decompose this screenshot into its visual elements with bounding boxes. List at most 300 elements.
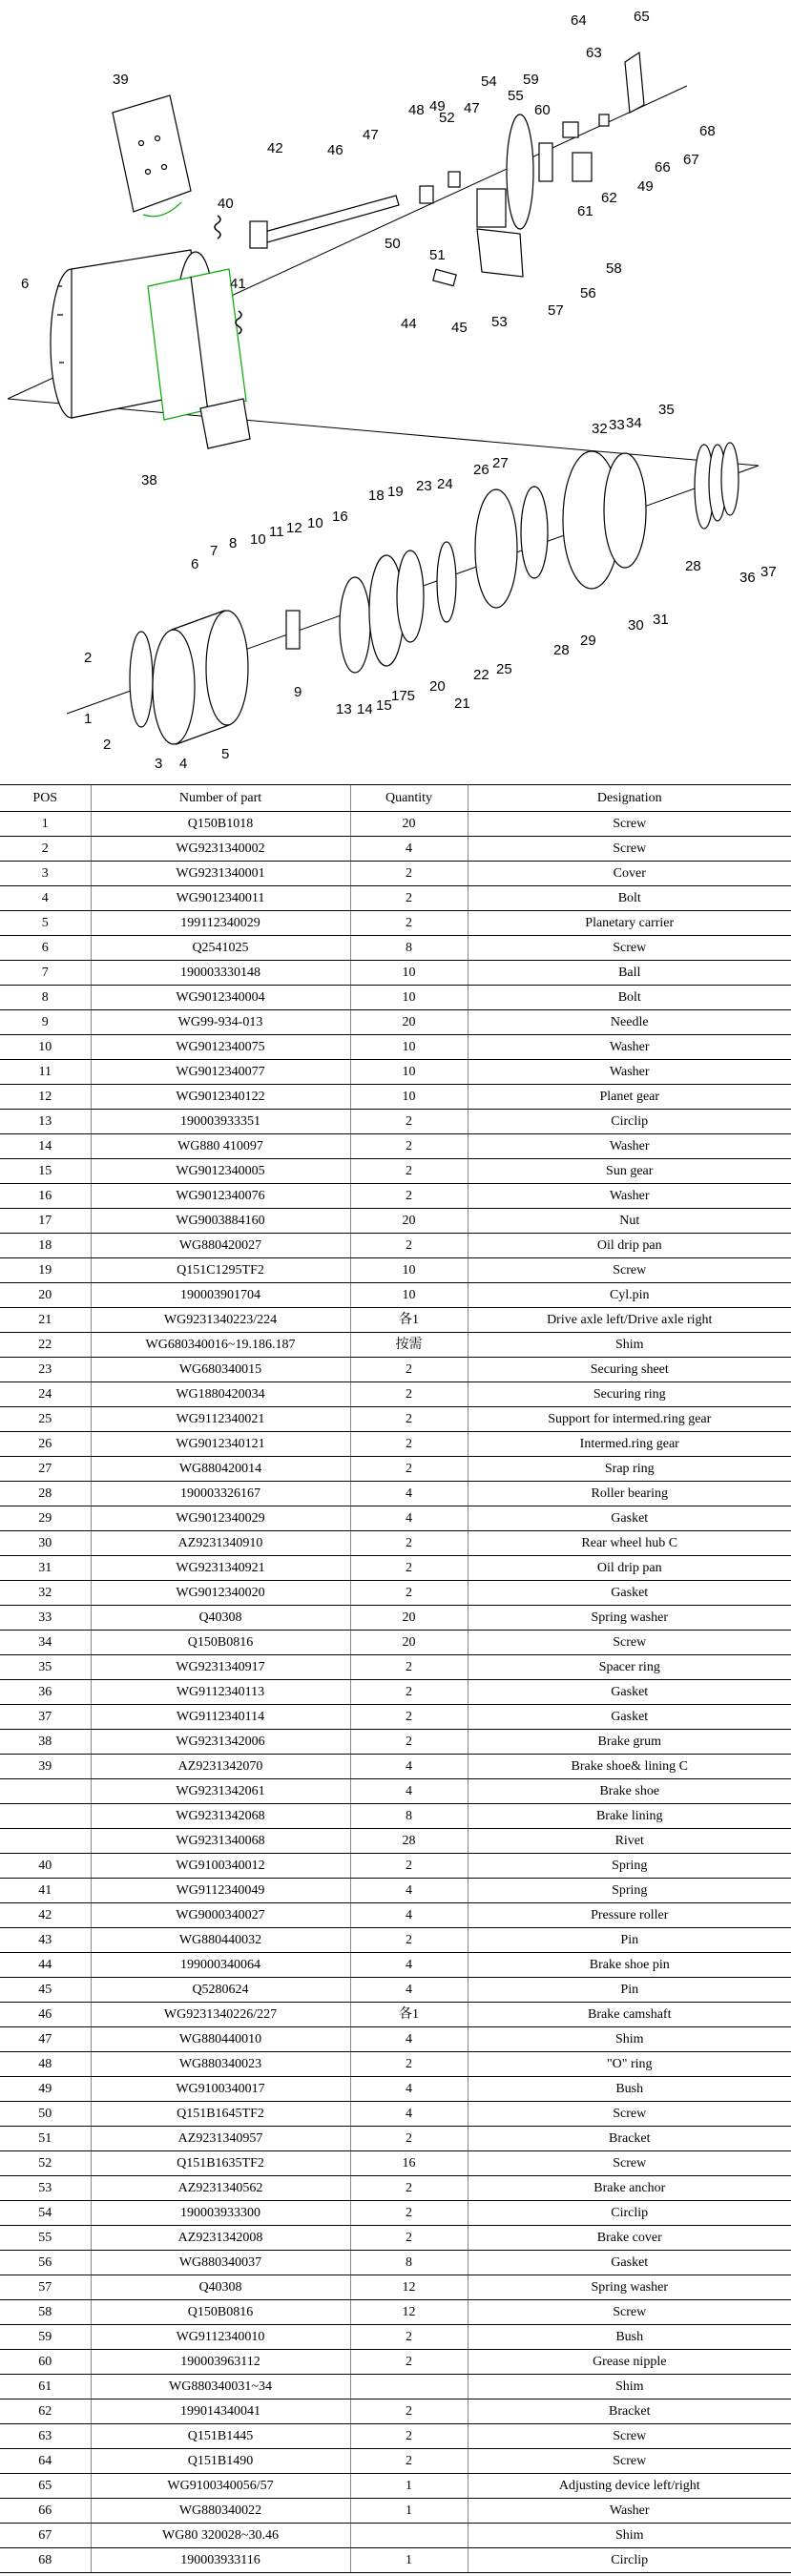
svg-text:27: 27	[492, 455, 509, 471]
table-row	[0, 1705, 791, 1730]
cell-part-number: Q5280624	[91, 1978, 350, 2003]
cell-designation: Spacer ring	[468, 1655, 791, 1680]
cell-part-number: WG9112340113	[91, 1680, 350, 1705]
cell-pos: 7	[0, 961, 91, 986]
lower-diagonal-line	[8, 399, 759, 466]
table-row	[0, 1606, 791, 1631]
cell-pos: 46	[0, 2003, 91, 2027]
cell-pos: 61	[0, 2375, 91, 2399]
svg-text:3: 3	[155, 756, 163, 772]
cell-quantity: 1	[350, 2499, 468, 2524]
table-row	[0, 1382, 791, 1407]
cell-quantity: 4	[350, 1506, 468, 1531]
svg-text:31: 31	[653, 612, 669, 628]
cell-pos: 25	[0, 1407, 91, 1432]
cell-quantity: 10	[350, 1060, 468, 1085]
svg-text:39: 39	[113, 72, 129, 88]
table-row	[0, 1879, 791, 1903]
cell-quantity: 8	[350, 2251, 468, 2275]
table-row	[0, 1556, 791, 1581]
cell-quantity: 2	[350, 1928, 468, 1953]
cell-quantity: 4	[350, 1755, 468, 1779]
cell-designation: Screw	[468, 2151, 791, 2176]
table-row	[0, 2548, 791, 2573]
cell-designation: Washer	[468, 2499, 791, 2524]
cell-pos: 44	[0, 1953, 91, 1978]
svg-text:49: 49	[429, 98, 446, 114]
table-row	[0, 2003, 791, 2027]
table-row	[0, 1134, 791, 1159]
brake-shoe-part	[113, 95, 191, 217]
cell-designation: Sun gear	[468, 1159, 791, 1184]
svg-text:41: 41	[230, 276, 246, 292]
cell-part-number: WG680340015	[91, 1358, 350, 1382]
svg-text:53: 53	[491, 314, 508, 330]
table-row	[0, 2300, 791, 2325]
cell-designation: Shim	[468, 1333, 791, 1358]
table-row	[0, 1283, 791, 1308]
cell-quantity: 16	[350, 2151, 468, 2176]
table-header-row	[0, 785, 791, 812]
svg-text:66: 66	[655, 159, 671, 176]
svg-text:46: 46	[327, 142, 343, 158]
cell-pos: 64	[0, 2449, 91, 2474]
svg-text:9: 9	[294, 684, 302, 700]
cell-part-number: WG9012340005	[91, 1159, 350, 1184]
table-row	[0, 1209, 791, 1234]
cell-quantity: 2	[350, 886, 468, 911]
table-row	[0, 1308, 791, 1333]
cell-designation: Screw	[468, 1258, 791, 1283]
cell-designation: Washer	[468, 1134, 791, 1159]
cell-part-number: WG9112340010	[91, 2325, 350, 2350]
cell-pos: 19	[0, 1258, 91, 1283]
cell-quantity: 2	[350, 1730, 468, 1755]
cell-pos: 63	[0, 2424, 91, 2449]
svg-text:60: 60	[534, 102, 551, 118]
cell-quantity: 2	[350, 1531, 468, 1556]
cell-designation: Support for intermed.ring gear	[468, 1407, 791, 1432]
cell-part-number: Q150B0816	[91, 1631, 350, 1655]
cell-designation: Securing sheet	[468, 1358, 791, 1382]
svg-text:54: 54	[481, 73, 497, 90]
cell-pos: 52	[0, 2151, 91, 2176]
svg-text:34: 34	[626, 415, 642, 431]
cell-designation: Rivet	[468, 1829, 791, 1854]
cell-designation: Screw	[468, 936, 791, 961]
cell-quantity: 4	[350, 1779, 468, 1804]
cell-quantity: 4	[350, 1978, 468, 2003]
cell-part-number: WG9112340021	[91, 1407, 350, 1432]
cell-designation: Securing ring	[468, 1382, 791, 1407]
table-row	[0, 1804, 791, 1829]
header-quantity: Quantity	[350, 785, 468, 812]
cell-quantity: 2	[350, 1655, 468, 1680]
cell-pos	[0, 1779, 91, 1804]
cell-part-number: WG9000340027	[91, 1903, 350, 1928]
cell-quantity: 2	[350, 1432, 468, 1457]
svg-text:12: 12	[286, 520, 302, 536]
cell-part-number: WG9100340056/57	[91, 2474, 350, 2499]
cell-quantity: 20	[350, 1631, 468, 1655]
cell-pos: 29	[0, 1506, 91, 1531]
cell-part-number: Q150B0816	[91, 2300, 350, 2325]
table-row	[0, 2102, 791, 2127]
cell-pos: 15	[0, 1159, 91, 1184]
cell-designation: Brake anchor	[468, 2176, 791, 2201]
cell-part-number: 190003933116	[91, 2548, 350, 2573]
cell-part-number: Q2541025	[91, 936, 350, 961]
table-row	[0, 1110, 791, 1134]
svg-text:36: 36	[739, 570, 756, 586]
cell-part-number: WG9231340002	[91, 837, 350, 862]
table-row	[0, 1655, 791, 1680]
svg-text:5: 5	[221, 746, 230, 762]
svg-text:10: 10	[250, 531, 266, 548]
svg-text:25: 25	[496, 661, 512, 677]
cell-part-number: WG880340022	[91, 2499, 350, 2524]
header-pos: POS	[0, 785, 91, 812]
cell-quantity: 10	[350, 986, 468, 1010]
svg-text:6: 6	[191, 556, 199, 572]
cell-designation: "O" ring	[468, 2052, 791, 2077]
cell-part-number: WG880340031~34	[91, 2375, 350, 2399]
table-row	[0, 936, 791, 961]
cell-designation: Washer	[468, 1060, 791, 1085]
table-row	[0, 1978, 791, 2003]
cell-pos: 10	[0, 1035, 91, 1060]
svg-text:49: 49	[637, 178, 654, 195]
cell-part-number: 190003901704	[91, 1283, 350, 1308]
cell-part-number: WG880420014	[91, 1457, 350, 1482]
cell-pos: 21	[0, 1308, 91, 1333]
cell-designation: Screw	[468, 812, 791, 837]
cell-part-number: WG9012340076	[91, 1184, 350, 1209]
table-row	[0, 1085, 791, 1110]
cell-part-number: WG9003884160	[91, 1209, 350, 1234]
cell-pos: 30	[0, 1531, 91, 1556]
cell-quantity: 2	[350, 2052, 468, 2077]
svg-text:58: 58	[606, 260, 622, 277]
cell-part-number: WG9231342061	[91, 1779, 350, 1804]
cell-part-number: 190003326167	[91, 1482, 350, 1506]
cell-part-number: AZ9231340957	[91, 2127, 350, 2151]
cell-pos: 35	[0, 1655, 91, 1680]
cell-pos: 24	[0, 1382, 91, 1407]
svg-text:1: 1	[84, 711, 93, 727]
cell-quantity: 2	[350, 2127, 468, 2151]
cell-pos: 18	[0, 1234, 91, 1258]
header-part-number: Number of part	[91, 785, 350, 812]
cell-designation: Screw	[468, 2102, 791, 2127]
cell-part-number: WG9012340029	[91, 1506, 350, 1531]
cell-designation: Bracket	[468, 2399, 791, 2424]
table-row	[0, 1779, 791, 1804]
cell-designation: Needle	[468, 1010, 791, 1035]
cell-pos: 23	[0, 1358, 91, 1382]
cell-quantity: 2	[350, 1184, 468, 1209]
cell-quantity	[350, 2375, 468, 2399]
cell-quantity: 2	[350, 2325, 468, 2350]
cell-pos: 1	[0, 812, 91, 837]
table-row	[0, 961, 791, 986]
cell-quantity: 10	[350, 1283, 468, 1308]
cell-quantity: 2	[350, 1358, 468, 1382]
svg-text:10: 10	[307, 515, 323, 531]
table-row	[0, 1953, 791, 1978]
cell-part-number: WG9231340001	[91, 862, 350, 886]
cell-designation: Screw	[468, 837, 791, 862]
svg-text:67: 67	[683, 152, 699, 168]
table-row	[0, 1581, 791, 1606]
cell-designation: Brake grum	[468, 1730, 791, 1755]
svg-text:19: 19	[387, 484, 404, 500]
svg-text:15: 15	[376, 697, 392, 714]
cell-part-number: WG680340016~19.186.187	[91, 1333, 350, 1358]
cell-part-number: WG9100340017	[91, 2077, 350, 2102]
cell-designation: Bush	[468, 2325, 791, 2350]
table-row	[0, 2499, 791, 2524]
table-row	[0, 862, 791, 886]
svg-text:61: 61	[577, 203, 593, 219]
table-row	[0, 2226, 791, 2251]
svg-text:64: 64	[571, 12, 587, 29]
table-row	[0, 812, 791, 837]
cell-designation: Cyl.pin	[468, 1283, 791, 1308]
cell-part-number: WG9231340921	[91, 1556, 350, 1581]
cell-part-number: WG9231340226/227	[91, 2003, 350, 2027]
cell-pos: 28	[0, 1482, 91, 1506]
cell-designation: Brake camshaft	[468, 2003, 791, 2027]
table-row	[0, 1060, 791, 1085]
cell-quantity: 2	[350, 862, 468, 886]
table-row	[0, 2176, 791, 2201]
cell-designation: Drive axle left/Drive axle right	[468, 1308, 791, 1333]
table-row	[0, 886, 791, 911]
svg-text:28: 28	[553, 642, 570, 658]
cell-part-number: WG99-934-013	[91, 1010, 350, 1035]
svg-text:33: 33	[609, 417, 625, 433]
cell-pos: 13	[0, 1110, 91, 1134]
svg-text:26: 26	[473, 462, 489, 478]
table-row	[0, 1333, 791, 1358]
cell-designation: Planetary carrier	[468, 911, 791, 936]
cell-quantity: 2	[350, 2176, 468, 2201]
cell-quantity: 4	[350, 2077, 468, 2102]
cell-part-number: WG9012340077	[91, 1060, 350, 1085]
cell-pos: 37	[0, 1705, 91, 1730]
table-row	[0, 1854, 791, 1879]
cell-pos: 38	[0, 1730, 91, 1755]
cell-pos: 20	[0, 1283, 91, 1308]
cell-designation: Rear wheel hub C	[468, 1531, 791, 1556]
cell-quantity: 10	[350, 1258, 468, 1283]
cell-quantity: 各1	[350, 2003, 468, 2027]
cell-pos: 50	[0, 2102, 91, 2127]
cell-designation: Brake shoe pin	[468, 1953, 791, 1978]
cell-designation: Oil drip pan	[468, 1234, 791, 1258]
table-row	[0, 2399, 791, 2424]
svg-text:65: 65	[634, 9, 650, 25]
cell-quantity: 按需	[350, 1333, 468, 1358]
cell-quantity: 2	[350, 1159, 468, 1184]
cell-pos: 32	[0, 1581, 91, 1606]
cell-pos: 54	[0, 2201, 91, 2226]
cell-part-number: WG9112340114	[91, 1705, 350, 1730]
cell-quantity: 4	[350, 1953, 468, 1978]
table-row	[0, 1407, 791, 1432]
cell-quantity: 2	[350, 2350, 468, 2375]
cell-quantity: 2	[350, 1705, 468, 1730]
cell-part-number: 199112340029	[91, 911, 350, 936]
cell-designation: Bracket	[468, 2127, 791, 2151]
cell-pos: 53	[0, 2176, 91, 2201]
cell-designation: Grease nipple	[468, 2350, 791, 2375]
cell-pos: 22	[0, 1333, 91, 1358]
svg-text:21: 21	[454, 696, 470, 712]
cell-quantity: 28	[350, 1829, 468, 1854]
cell-part-number: 199014340041	[91, 2399, 350, 2424]
cell-pos: 6	[0, 936, 91, 961]
table-row	[0, 2151, 791, 2176]
cell-pos: 49	[0, 2077, 91, 2102]
cell-designation: Cover	[468, 862, 791, 886]
cell-part-number: WG1880420034	[91, 1382, 350, 1407]
cell-designation: Brake shoe	[468, 1779, 791, 1804]
cell-designation: Ball	[468, 961, 791, 986]
table-row	[0, 1506, 791, 1531]
cell-designation: Brake shoe& lining C	[468, 1755, 791, 1779]
cell-designation: Brake cover	[468, 2226, 791, 2251]
cell-pos: 57	[0, 2275, 91, 2300]
svg-text:50: 50	[385, 236, 401, 252]
cell-pos: 14	[0, 1134, 91, 1159]
cell-designation: Screw	[468, 2300, 791, 2325]
cell-part-number: Q151B1645TF2	[91, 2102, 350, 2127]
cell-designation: Intermed.ring gear	[468, 1432, 791, 1457]
cell-pos: 68	[0, 2548, 91, 2573]
table-row	[0, 2127, 791, 2151]
cell-pos: 26	[0, 1432, 91, 1457]
table-row	[0, 1159, 791, 1184]
cell-quantity: 4	[350, 2102, 468, 2127]
cell-pos: 47	[0, 2027, 91, 2052]
table-row	[0, 1631, 791, 1655]
svg-text:32: 32	[592, 421, 608, 437]
svg-text:48: 48	[408, 102, 425, 118]
cell-pos: 16	[0, 1184, 91, 1209]
table-row	[0, 2325, 791, 2350]
svg-text:24: 24	[437, 476, 453, 492]
svg-text:13: 13	[336, 701, 352, 717]
cell-designation: Gasket	[468, 1581, 791, 1606]
cell-part-number: WG9012340004	[91, 986, 350, 1010]
svg-text:59: 59	[523, 72, 539, 88]
cell-pos: 8	[0, 986, 91, 1010]
svg-text:55: 55	[508, 88, 524, 104]
cell-quantity: 20	[350, 1010, 468, 1035]
cell-quantity: 8	[350, 936, 468, 961]
table-row	[0, 1457, 791, 1482]
cell-part-number: WG880340037	[91, 2251, 350, 2275]
cell-quantity: 2	[350, 1457, 468, 1482]
svg-text:30: 30	[628, 617, 644, 634]
cell-part-number: Q151B1445	[91, 2424, 350, 2449]
cell-designation: Spring	[468, 1854, 791, 1879]
table-row	[0, 1680, 791, 1705]
cell-pos: 40	[0, 1854, 91, 1879]
cell-quantity: 2	[350, 1556, 468, 1581]
cell-pos: 60	[0, 2350, 91, 2375]
cell-pos: 3	[0, 862, 91, 886]
cell-part-number: AZ9231340910	[91, 1531, 350, 1556]
table-row	[0, 1829, 791, 1854]
cell-pos: 59	[0, 2325, 91, 2350]
svg-text:16: 16	[332, 509, 348, 525]
brake-lining-part	[148, 269, 250, 448]
cell-designation: Washer	[468, 1035, 791, 1060]
cell-quantity: 各1	[350, 1308, 468, 1333]
svg-text:18: 18	[368, 488, 385, 504]
cell-designation: Adjusting device left/right	[468, 2474, 791, 2499]
cell-designation: Spring washer	[468, 2275, 791, 2300]
cell-part-number: Q151C1295TF2	[91, 1258, 350, 1283]
cell-designation: Gasket	[468, 1705, 791, 1730]
table-row	[0, 1258, 791, 1283]
svg-text:175: 175	[391, 688, 416, 704]
cell-pos: 51	[0, 2127, 91, 2151]
header-designation: Designation	[468, 785, 791, 812]
svg-text:40: 40	[218, 196, 234, 212]
svg-text:28: 28	[685, 558, 701, 574]
cell-pos: 5	[0, 911, 91, 936]
cell-quantity: 10	[350, 1085, 468, 1110]
cell-quantity: 4	[350, 2027, 468, 2052]
cell-quantity: 4	[350, 1879, 468, 1903]
cell-part-number: WG9012340121	[91, 1432, 350, 1457]
svg-text:6: 6	[21, 276, 30, 292]
cell-part-number: WG9112340049	[91, 1879, 350, 1903]
table-row	[0, 1432, 791, 1457]
cell-designation: Circlip	[468, 2548, 791, 2573]
cell-part-number: WG9231340223/224	[91, 1308, 350, 1333]
cell-quantity: 2	[350, 1382, 468, 1407]
cell-part-number: WG880420027	[91, 1234, 350, 1258]
cell-quantity: 4	[350, 1482, 468, 1506]
cell-part-number: 190003933351	[91, 1110, 350, 1134]
svg-text:20: 20	[429, 678, 446, 695]
cell-part-number: Q150B1018	[91, 812, 350, 837]
svg-text:22: 22	[473, 667, 489, 683]
cell-quantity: 2	[350, 2449, 468, 2474]
cell-part-number: WG880440032	[91, 1928, 350, 1953]
table-row	[0, 1184, 791, 1209]
svg-text:4: 4	[179, 756, 188, 772]
svg-text:47: 47	[363, 127, 379, 143]
table-row	[0, 2027, 791, 2052]
cell-designation: Planet gear	[468, 1085, 791, 1110]
cell-pos: 17	[0, 1209, 91, 1234]
table-row	[0, 2449, 791, 2474]
svg-text:45: 45	[451, 320, 468, 336]
cell-quantity: 2	[350, 2399, 468, 2424]
cell-part-number: AZ9231340562	[91, 2176, 350, 2201]
cell-pos: 33	[0, 1606, 91, 1631]
cell-designation: Bolt	[468, 986, 791, 1010]
cell-quantity: 2	[350, 1854, 468, 1879]
cell-designation: Screw	[468, 2449, 791, 2474]
parts-table	[0, 784, 791, 2573]
